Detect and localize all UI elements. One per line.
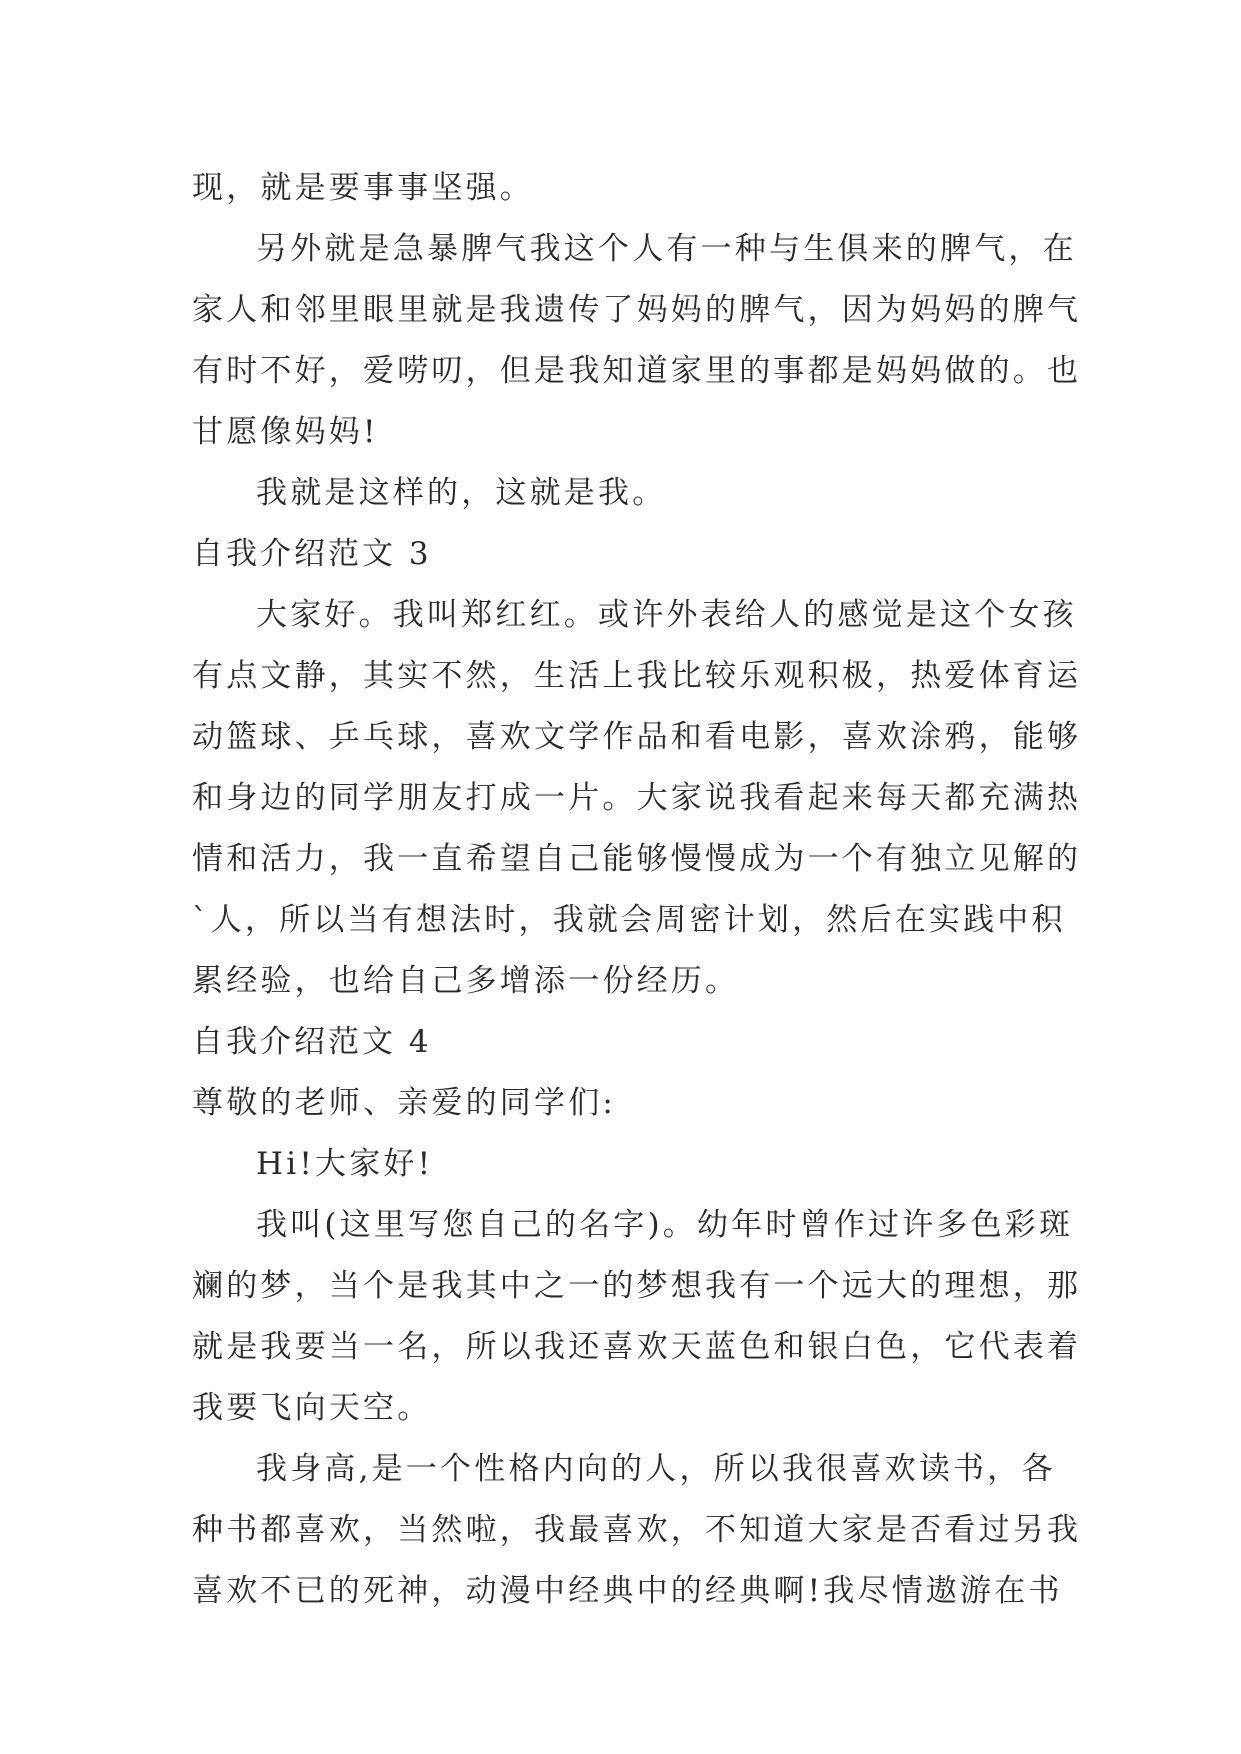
- text-line: 喜欢不已的死神，动漫中经典中的经典啊!我尽情遨游在书: [192, 1573, 1063, 1609]
- text-line: 现，就是要事事坚强。: [192, 170, 534, 206]
- text-line: 我身高,是一个性格内向的人，所以我很喜欢读书，各: [256, 1451, 1056, 1487]
- text-line: 和身边的同学朋友打成一片。大家说我看起来每天都充满热: [192, 780, 1082, 816]
- text-line: 斓的梦，当个是我其中之一的梦想我有一个远大的理想，那: [192, 1268, 1082, 1304]
- text-line: 情和活力，我一直希望自己能够慢慢成为一个有独立见解的: [192, 841, 1082, 877]
- text-line: 种书都喜欢，当然啦，我最喜欢，不知道大家是否看过另我: [192, 1512, 1082, 1548]
- section-heading: 自我介绍范文 4: [192, 1024, 432, 1060]
- text-line: 就是我要当一名，所以我还喜欢天蓝色和银白色，它代表着: [192, 1329, 1082, 1365]
- document-body: [192, 158, 1082, 1622]
- text-line: 累经验，也给自己多增添一份经历。: [192, 963, 740, 999]
- salutation-line: 尊敬的老师、亲爱的同学们:: [192, 1085, 617, 1121]
- text-line: 甘愿像妈妈!: [192, 414, 379, 450]
- text-line: 我要飞向天空。: [192, 1390, 432, 1426]
- text-line: 家人和邻里眼里就是我遗传了妈妈的脾气，因为妈妈的脾气: [192, 292, 1082, 328]
- section-heading: 自我介绍范文 3: [192, 536, 432, 572]
- text-line: 我叫(这里写您自己的名字)。幼年时曾作过许多色彩斑: [256, 1207, 1074, 1243]
- text-line: 我就是这样的，这就是我。: [256, 475, 667, 511]
- text-line: 动篮球、乒乓球，喜欢文学作品和看电影，喜欢涂鸦，能够: [192, 719, 1082, 755]
- text-line: `人，所以当有想法时，我就会周密计划，然后在实践中积: [192, 902, 1066, 938]
- text-line: 大家好。我叫郑红红。或许外表给人的感觉是这个女孩: [256, 597, 1077, 633]
- text-line: 有点文静，其实不然，生活上我比较乐观积极，热爱体育运: [192, 658, 1082, 694]
- greeting-line: Hi!大家好!: [256, 1146, 434, 1182]
- text-line: 有时不好，爱唠叨，但是我知道家里的事都是妈妈做的。也: [192, 353, 1082, 389]
- text-line: 另外就是急暴脾气我这个人有一种与生俱来的脾气，在: [256, 231, 1077, 267]
